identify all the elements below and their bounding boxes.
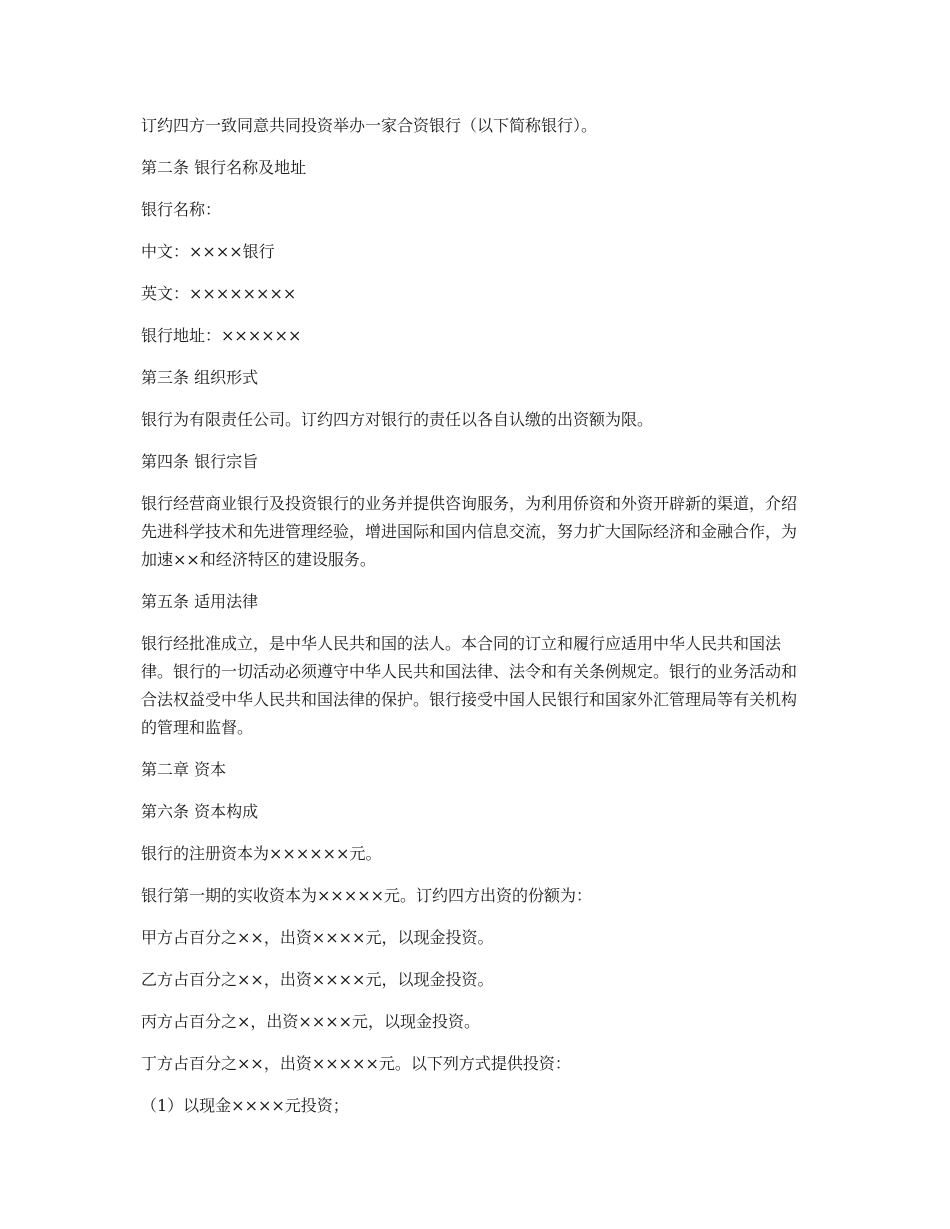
paragraph: 银行经营商业银行及投资银行的业务并提供咨询服务，为利用侨资和外资开辟新的渠道，介绍先进科学技术和先进管理经验，增进国际和国内信息交流，努力扩大国际经济和金融合作，为加速××和经济特区的建设服务。 — [141, 494, 798, 569]
text-line: 乙方占百分之××，出资××××元，以现金投资。 — [141, 970, 494, 989]
document-body — [141, 112, 811, 1134]
article-heading: 第四条 银行宗旨 — [141, 452, 259, 471]
text-line: 甲方占百分之××，出资××××元，以现金投资。 — [141, 928, 494, 947]
article-heading: 第二条 银行名称及地址 — [141, 158, 307, 177]
text-line: 订约四方一致同意共同投资举办一家合资银行（以下简称银行）。 — [141, 116, 598, 135]
text-line: 银行名称： — [141, 200, 222, 219]
text-line: 中文：××××银行 — [141, 242, 275, 261]
text-line: 丙方占百分之×，出资××××元，以现金投资。 — [141, 1012, 481, 1031]
text-line: （1）以现金××××元投资； — [141, 1096, 349, 1115]
text-line: 银行为有限责任公司。订约四方对银行的责任以各自认缴的出资额为限。 — [141, 410, 654, 429]
text-line: 丁方占百分之××，出资×××××元。以下列方式提供投资： — [141, 1054, 571, 1073]
text-line: 银行的注册资本为××××××元。 — [141, 844, 382, 863]
paragraph: 银行经批准成立，是中华人民共和国的法人。本合同的订立和履行应适用中华人民共和国法律。银行的一切活动必须遵守中华人民共和国法律、法令和有关条例规定。银行的业务活动和合法权益受中华人民共和国法律的保护。银行接受中国人民银行和国家外汇管理局等有关机构的管理和监督。 — [141, 634, 798, 737]
article-heading: 第五条 适用法律 — [141, 592, 259, 611]
text-line: 英文：×××××××× — [141, 284, 297, 303]
text-line: 银行第一期的实收资本为×××××元。订约四方出资的份额为： — [141, 886, 593, 905]
article-heading: 第六条 资本构成 — [141, 802, 259, 821]
article-heading: 第三条 组织形式 — [141, 368, 259, 387]
chapter-heading: 第二章 资本 — [141, 760, 227, 779]
text-line: 银行地址：×××××× — [141, 326, 302, 345]
